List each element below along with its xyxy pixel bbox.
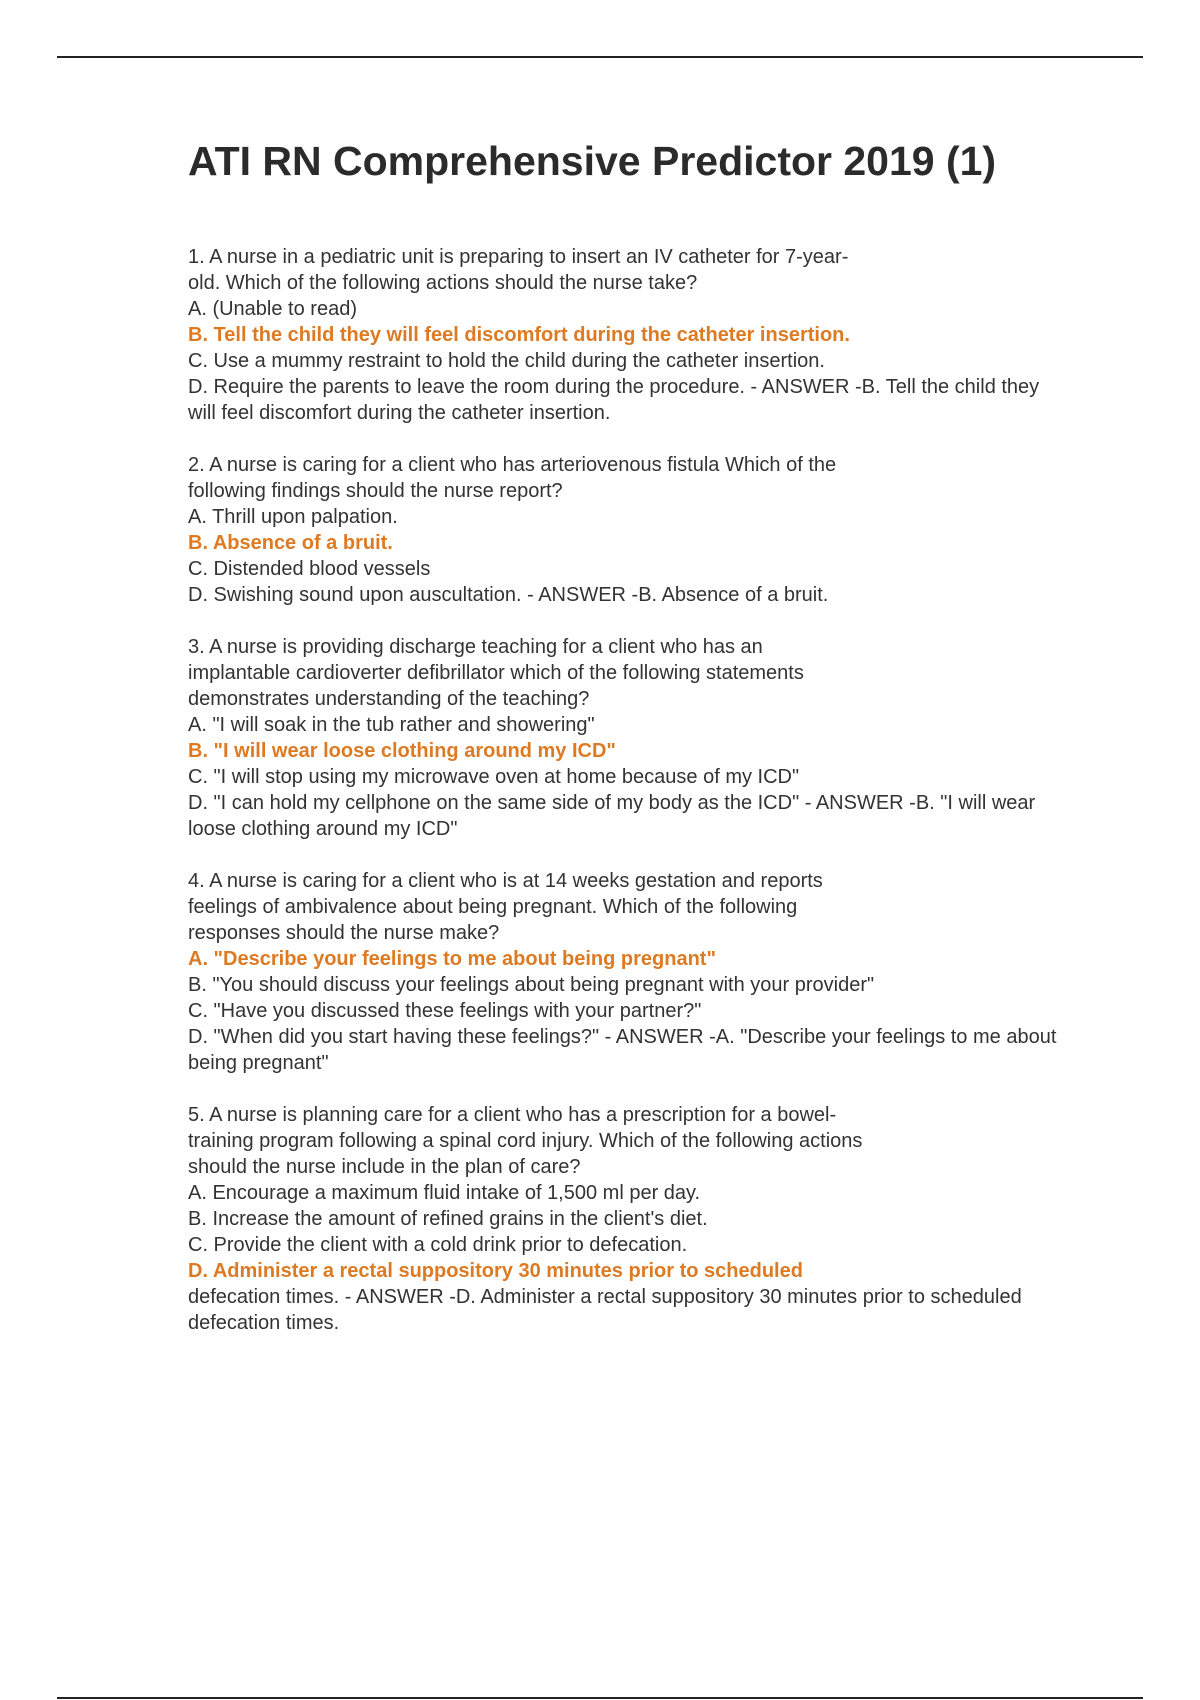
- answer-option: C. Use a mummy restraint to hold the child during the catheter insertion.: [188, 350, 825, 372]
- question-stem-line: 4. A nurse is caring for a client who is at 14 weeks gestation and reports: [188, 870, 823, 892]
- question-stem-line: should the nurse include in the plan of care?: [188, 1156, 581, 1178]
- question-3: [188, 634, 1068, 842]
- document-title: ATI RN Comprehensive Predictor 2019 (1): [188, 138, 997, 184]
- question-stem-line: 5. A nurse is planning care for a client who has a prescription for a bowel-: [188, 1104, 837, 1126]
- answer-option: D. "I can hold my cellphone on the same side of my body as the ICD" - ANSWER -B. "I will wear loose clothing around my ICD": [188, 792, 1041, 840]
- correct-answer-option: B. Tell the child they will feel discomfort during the catheter insertion.: [188, 324, 850, 346]
- answer-option: D. Swishing sound upon auscultation. - ANSWER -B. Absence of a bruit.: [188, 584, 829, 606]
- question-stem-line: 2. A nurse is caring for a client who has arteriovenous fistula Which of the: [188, 454, 837, 476]
- header-rule: [57, 56, 1143, 58]
- answer-option: B. "You should discuss your feelings about being pregnant with your provider": [188, 974, 875, 996]
- question-stem-line: 3. A nurse is providing discharge teaching for a client who has an: [188, 636, 763, 658]
- correct-answer-option: D. Administer a rectal suppository 30 minutes prior to scheduled: [188, 1260, 803, 1282]
- question-stem-line: implantable cardioverter defibrillator which of the following statements: [188, 662, 804, 684]
- question-stem-line: responses should the nurse make?: [188, 922, 500, 944]
- question-stem-line: following findings should the nurse report?: [188, 480, 563, 502]
- answer-option: A. Encourage a maximum fluid intake of 1,500 ml per day.: [188, 1182, 701, 1204]
- answer-option: B. Increase the amount of refined grains in the client's diet.: [188, 1208, 708, 1230]
- question-stem-line: 1. A nurse in a pediatric unit is preparing to insert an IV catheter for 7-year-: [188, 246, 849, 268]
- document-body: [188, 134, 1068, 1362]
- answer-option: C. Distended blood vessels: [188, 558, 431, 580]
- question-stem-line: demonstrates understanding of the teaching?: [188, 688, 590, 710]
- footer-rule: [57, 1697, 1143, 1699]
- answer-option: A. "I will soak in the tub rather and showering": [188, 714, 595, 736]
- question-5: [188, 1102, 1068, 1336]
- correct-answer-option: A. "Describe your feelings to me about being pregnant": [188, 948, 716, 970]
- question-4: [188, 868, 1068, 1076]
- answer-option: C. "I will stop using my microwave oven at home because of my ICD": [188, 766, 800, 788]
- answer-option: C. "Have you discussed these feelings with your partner?": [188, 1000, 702, 1022]
- question-stem-line: training program following a spinal cord injury. Which of the following actions: [188, 1130, 863, 1152]
- question-stem-line: old. Which of the following actions should the nurse take?: [188, 272, 698, 294]
- answer-option: D. "When did you start having these feelings?" - ANSWER -A. "Describe your feelings to me about being pregnant": [188, 1026, 1062, 1074]
- answer-explanation: defecation times.: [188, 1312, 340, 1334]
- answer-explanation: defecation times. - ANSWER -D. Administer a rectal suppository 30 minutes prior to scheduled: [188, 1286, 1022, 1308]
- answer-option: A. (Unable to read): [188, 298, 357, 320]
- question-2: [188, 452, 1068, 608]
- question-1: [188, 244, 1068, 426]
- correct-answer-option: B. Absence of a bruit.: [188, 532, 393, 554]
- answer-option: C. Provide the client with a cold drink prior to defecation.: [188, 1234, 688, 1256]
- question-stem-line: feelings of ambivalence about being pregnant. Which of the following: [188, 896, 798, 918]
- answer-option: D. Require the parents to leave the room during the procedure. - ANSWER -B. Tell the child they will feel discomfort during the catheter insertion.: [188, 376, 1045, 424]
- answer-option: A. Thrill upon palpation.: [188, 506, 398, 528]
- correct-answer-option: B. "I will wear loose clothing around my ICD": [188, 740, 616, 762]
